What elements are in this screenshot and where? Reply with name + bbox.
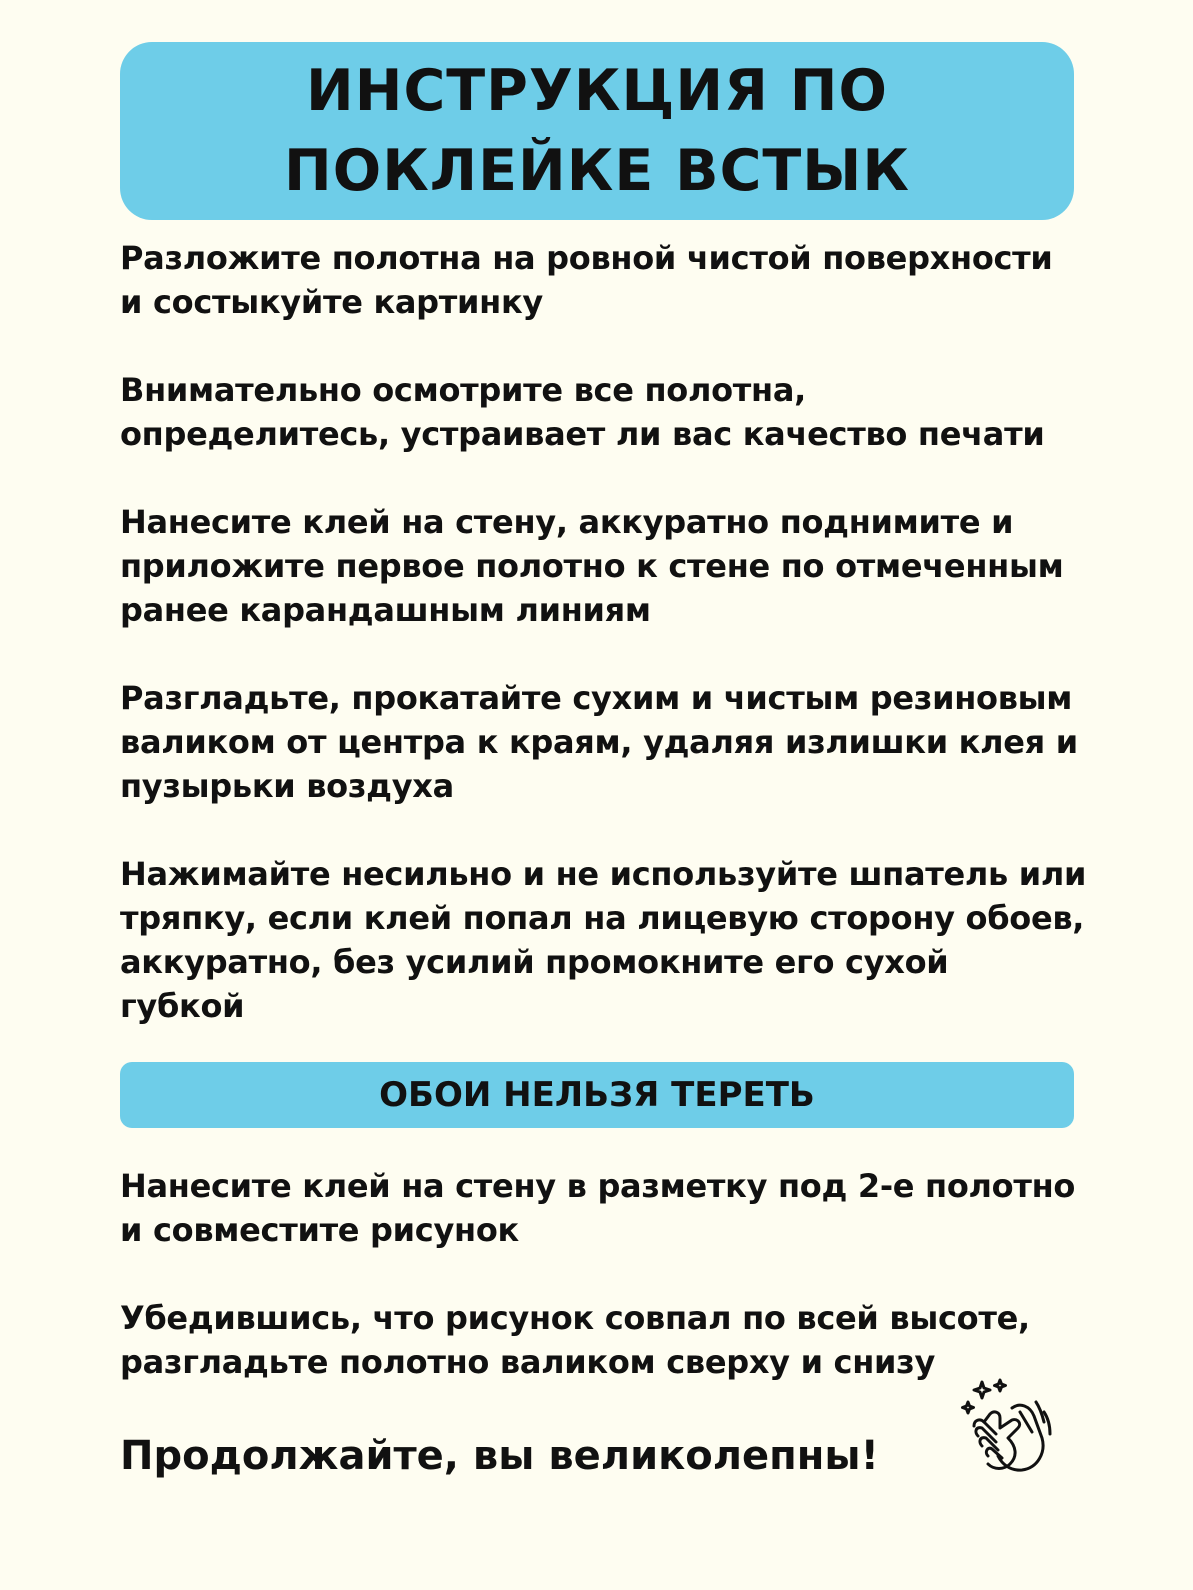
step-6 [120, 1164, 1080, 1252]
step-4 [120, 676, 1080, 808]
step-4-line: валиком от центра к краям, удаляя излишки клея и [120, 723, 1078, 761]
warning-banner [120, 1062, 1074, 1128]
title-line-2: ПОКЛЕЙКЕ ВСТЫК [284, 138, 910, 204]
warning-text: ОБОИ НЕЛЬЗЯ ТЕРЕТЬ [379, 1075, 815, 1115]
step-1 [120, 236, 1080, 324]
step-2-line: Внимательно осмотрите все полотна, [120, 371, 806, 409]
step-6-line: Нанесите клей на стену в разметку под 2-е полотно [120, 1167, 1076, 1205]
title-banner [120, 42, 1074, 220]
step-4-line: пузырьки воздуха [120, 767, 454, 805]
step-3-line: ранее карандашным линиям [120, 591, 651, 629]
step-2 [120, 368, 1080, 456]
step-5-line: Нажимайте несильно и не используйте шпатель или [120, 855, 1087, 893]
step-3-line: Нанесите клей на стену, аккуратно поднимите и [120, 503, 1014, 541]
step-5 [120, 852, 1087, 1028]
step-4-line: Разгладьте, прокатайте сухим и чистым резиновым [120, 679, 1073, 717]
title-line-1: ИНСТРУКЦИЯ ПО [306, 58, 888, 124]
step-7 [120, 1296, 1080, 1384]
step-5-line: аккуратно, без усилий промокните его сухой [120, 943, 949, 981]
step-1-line: и состыкуйте картинку [120, 283, 543, 321]
step-7-line: Убедившись, что рисунок совпал по всей высоте, [120, 1299, 1030, 1337]
step-6-line: и совместите рисунок [120, 1211, 519, 1249]
step-5-line: губкой [120, 987, 245, 1025]
clapping-hands-sparkles-icon [960, 1372, 1066, 1478]
step-1-line: Разложите полотна на ровной чистой поверхности [120, 239, 1053, 277]
step-2-line: определитесь, устраивает ли вас качество печати [120, 415, 1045, 453]
closing-message: Продолжайте, вы великолепны! [120, 1433, 879, 1479]
step-3 [120, 500, 1080, 632]
step-5-line: тряпку, если клей попал на лицевую сторону обоев, [120, 899, 1085, 937]
step-3-line: приложите первое полотно к стене по отмеченным [120, 547, 1064, 585]
step-7-line: разгладьте полотно валиком сверху и снизу [120, 1343, 935, 1381]
